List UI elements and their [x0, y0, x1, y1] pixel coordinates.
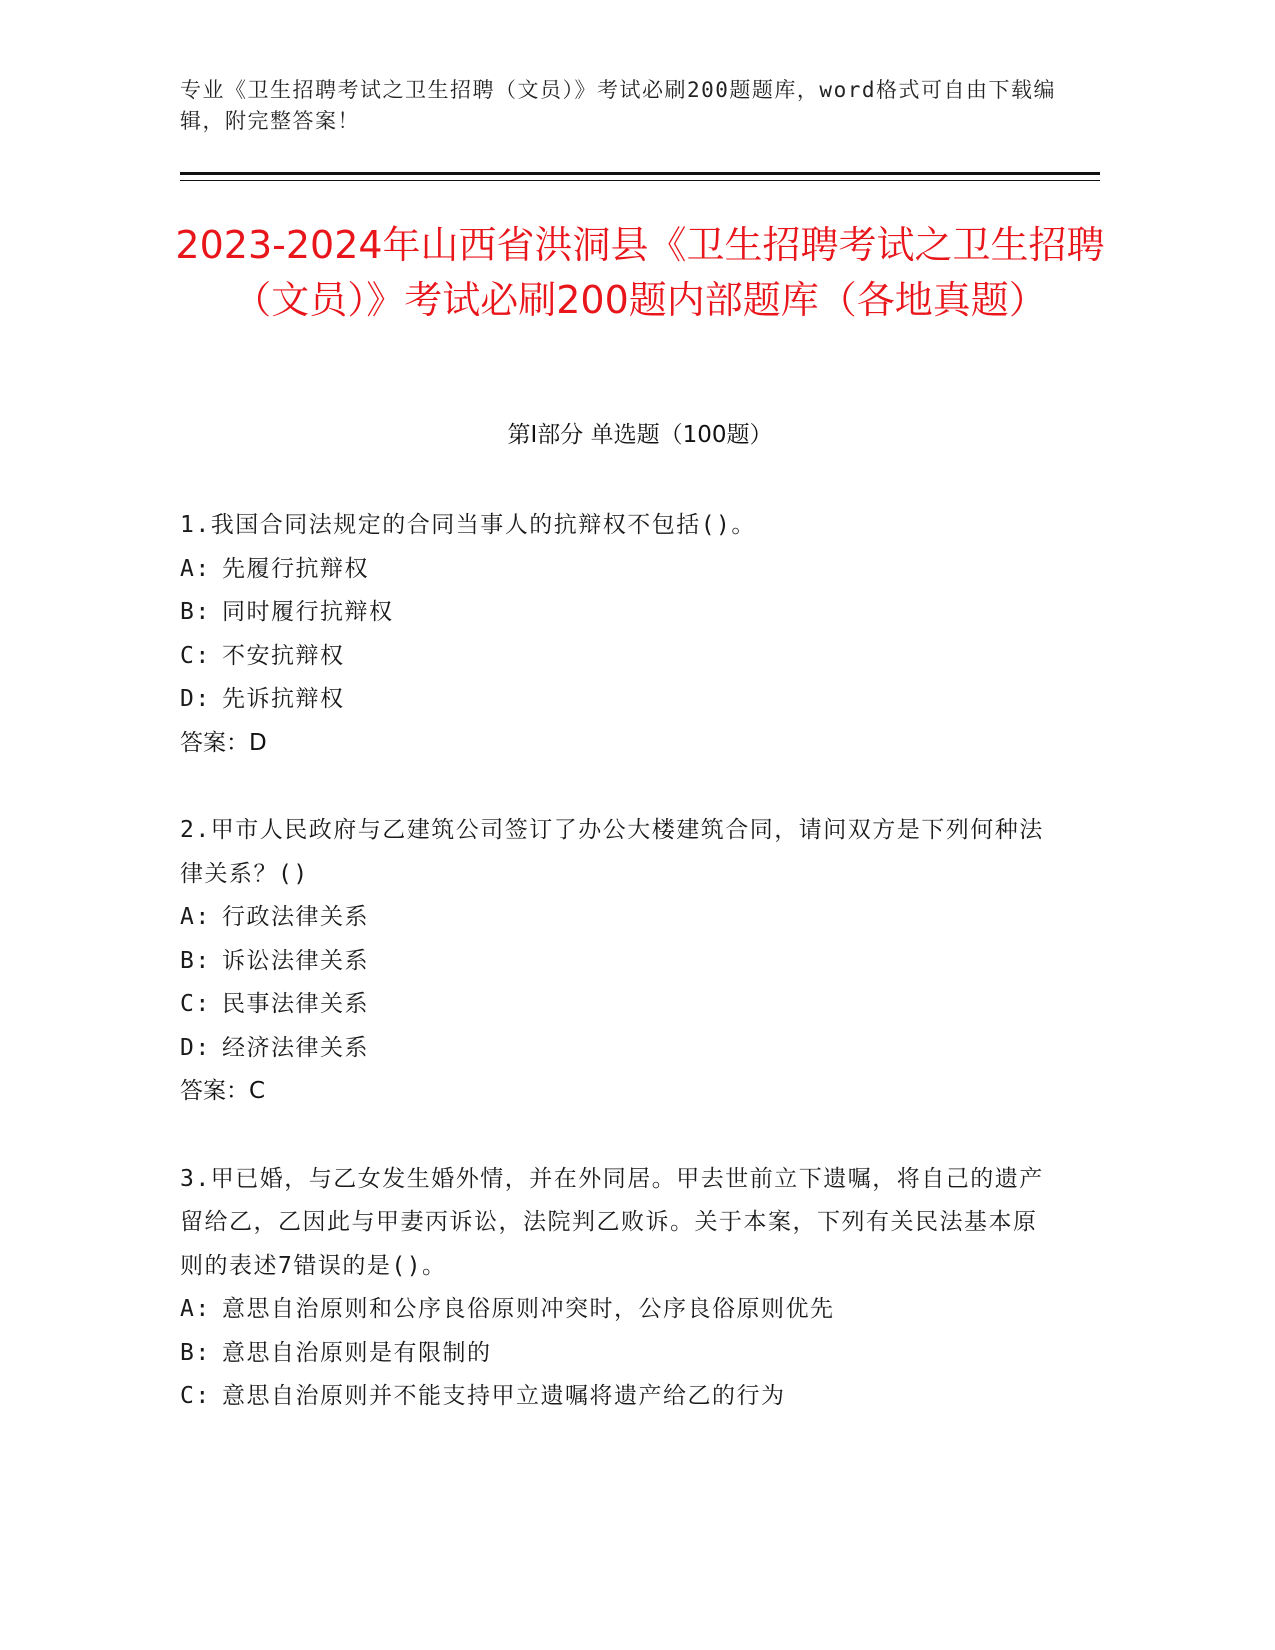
option-text: 意思自治原则并不能支持甲立遗嘱将遗产给乙的行为	[222, 1383, 786, 1409]
question-stem: 3.甲已婚，与乙女发生婚外情，并在外同居。甲去世前立下遗嘱，将自己的遗产留给乙，乙因此与甲妻丙诉讼，法院判乙败诉。关于本案，下列有关民法基本原则的表述7错误的是()。	[180, 1165, 1044, 1279]
question-option	[180, 635, 1060, 679]
option-letter: C:	[180, 642, 211, 669]
option-letter: D:	[180, 1034, 211, 1061]
question-option	[180, 1027, 1060, 1071]
option-letter: C:	[180, 991, 211, 1017]
question-option	[180, 1375, 1060, 1419]
option-letter: D:	[180, 686, 211, 712]
question-stem: 2.甲市人民政府与乙建筑公司签订了办公大楼建筑合同，请问双方是下列何种法律关系？()	[180, 817, 1044, 887]
option-text: 行政法律关系	[222, 904, 369, 930]
section-heading: 第I部分 单选题（100题）	[507, 422, 773, 448]
option-text: 经济法律关系	[222, 1034, 369, 1061]
question-option	[180, 940, 1060, 984]
option-text: 同时履行抗辩权	[222, 599, 394, 625]
header-note: 专业《卫生招聘考试之卫生招聘（文员）》考试必刷200题题库，word格式可自由下载编辑，附完整答案！	[180, 78, 1056, 133]
question-option	[180, 896, 1060, 940]
option-letter: A:	[180, 904, 211, 930]
header-divider-thick	[180, 172, 1100, 175]
question-option	[180, 983, 1060, 1027]
question-option	[180, 678, 1060, 722]
option-text: 不安抗辩权	[222, 642, 345, 669]
question-answer: 答案：D	[180, 729, 267, 756]
option-letter: B:	[180, 599, 211, 625]
option-text: 民事法律关系	[222, 991, 369, 1017]
header-divider-thin	[180, 180, 1100, 181]
option-text: 先诉抗辩权	[222, 686, 345, 712]
option-text: 诉讼法律关系	[222, 947, 369, 974]
question-answer: 答案：C	[180, 1078, 266, 1104]
question-item	[180, 809, 1060, 1114]
question-stem: 1.我国合同法规定的合同当事人的抗辩权不包括()。	[180, 512, 756, 538]
option-letter: B:	[180, 1339, 211, 1366]
document-title: 2023-2024年山西省洪洞县《卫生招聘考试之卫生招聘（文员）》考试必刷200题内部题库（各地真题）	[175, 223, 1105, 322]
question-option	[180, 1288, 1060, 1332]
option-letter: B:	[180, 947, 211, 974]
option-letter: A:	[180, 555, 211, 582]
question-option	[180, 1332, 1060, 1376]
question-item	[180, 1158, 1060, 1419]
option-letter: C:	[180, 1383, 211, 1409]
question-option	[180, 591, 1060, 635]
question-option	[180, 548, 1060, 592]
option-letter: A:	[180, 1296, 211, 1322]
option-text: 先履行抗辩权	[222, 555, 369, 582]
question-list	[180, 504, 1060, 1463]
question-item	[180, 504, 1060, 765]
option-text: 意思自治原则和公序良俗原则冲突时，公序良俗原则优先	[222, 1296, 835, 1322]
option-text: 意思自治原则是有限制的	[222, 1339, 492, 1366]
